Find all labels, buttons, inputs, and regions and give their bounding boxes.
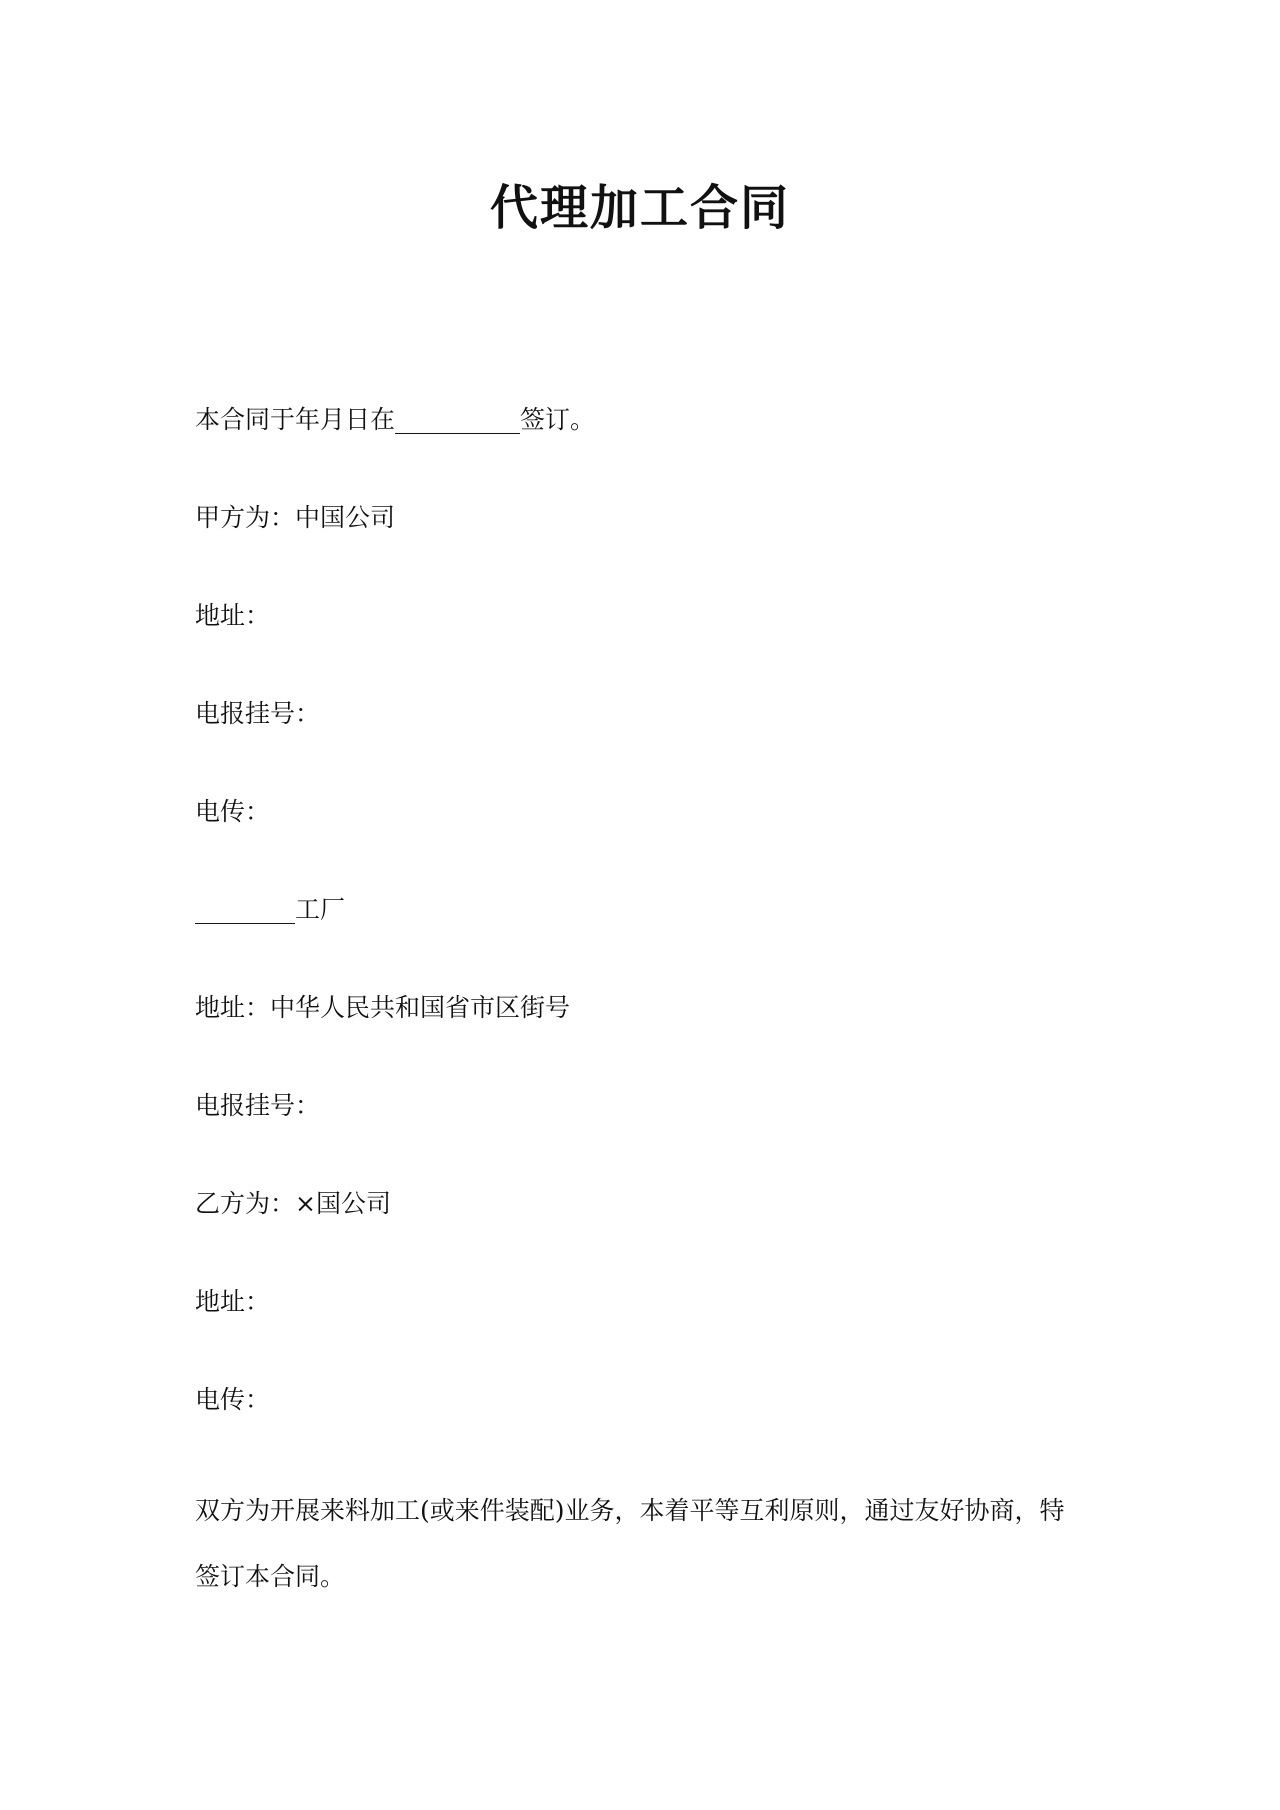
party-a-name: 甲方为：中国公司 [195,503,396,532]
factory-address: 地址：中华人民共和国省市区街号 [195,993,571,1022]
party-a-cable: 电报挂号： [195,699,321,728]
party-b-address: 地址： [195,1287,271,1316]
party-b-telex: 电传： [195,1385,271,1414]
document-title: 代理加工合同 [489,180,790,236]
signing-place-line: 本合同于年月日在__________签订。 [195,405,596,434]
party-a-telex: 电传： [195,797,271,826]
factory-cable: 电报挂号： [195,1091,321,1120]
party-b-name: 乙方为：×国公司 [195,1189,391,1218]
contract-preamble: 双方为开展来料加工(或来件装配)业务，本着平等互利原则，通过友好协商，特签订本合同。 [195,1496,1065,1591]
party-a-address: 地址： [195,601,271,630]
factory-name: ________工厂 [195,895,346,924]
